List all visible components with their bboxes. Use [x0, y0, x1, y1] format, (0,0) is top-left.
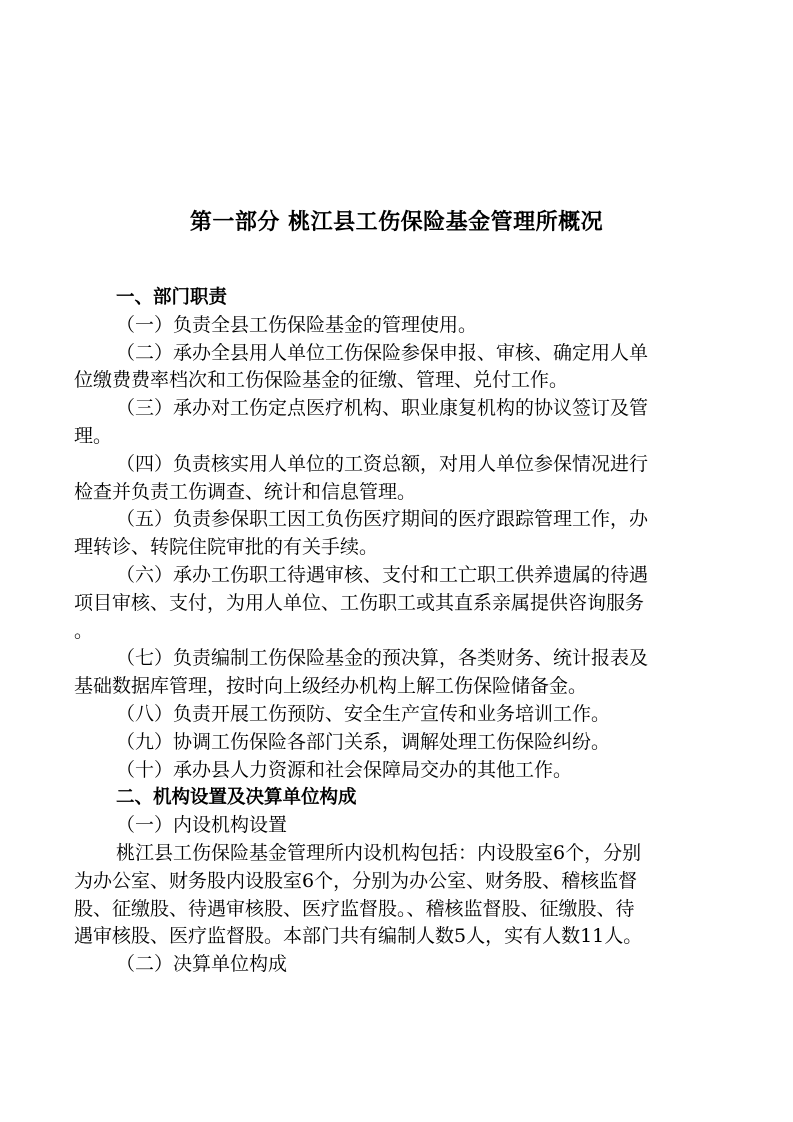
- document-body: [74, 284, 722, 979]
- paragraph-line: （一）内设机构设置: [116, 814, 288, 837]
- paragraph-line: （五）负责参保职工因工负伤医疗期间的医疗跟踪管理工作，办: [116, 508, 649, 531]
- paragraph-line: 位缴费费率档次和工伤保险基金的征缴、管理、兑付工作。: [74, 369, 569, 392]
- paragraph-line: 股、征缴股、待遇审核股、医疗监督股。、稽核监督股、征缴股、待: [74, 897, 635, 920]
- paragraph-line: （四）负责核实用人单位的工资总额，对用人单位参保情况进行: [116, 452, 649, 475]
- paragraph-line: （九）协调工伤保险各部门关系，调解处理工伤保险纠纷。: [116, 730, 611, 753]
- paragraph-line: （七）负责编制工伤保险基金的预决算，各类财务、统计报表及: [116, 647, 649, 670]
- paragraph-line: 桃江县工伤保险基金管理所内设机构包括：内设股室6个，分别: [116, 841, 642, 864]
- paragraph-line: 理。: [74, 424, 113, 447]
- paragraph-line: （八）负责开展工伤预防、安全生产宣传和业务培训工作。: [116, 702, 611, 725]
- paragraph-line: （三）承办对工伤定点医疗机构、职业康复机构的协议签订及管: [116, 397, 649, 420]
- paragraph-line: （十）承办县人力资源和社会保障局交办的其他工作。: [116, 758, 573, 781]
- paragraph-line: （六）承办工伤职工待遇审核、支付和工亡职工供养遗属的待遇: [116, 563, 649, 586]
- section-heading: 二、机构设置及决算单位构成: [116, 787, 357, 809]
- paragraph-line: 基础数据库管理，按时向上级经办机构上解工伤保险储备金。: [74, 675, 588, 698]
- paragraph-line: （一）负责全县工伤保险基金的管理使用。: [116, 313, 478, 336]
- paragraph-line: 项目审核、支付，为用人单位、工伤职工或其直系亲属提供咨询服务: [74, 591, 645, 614]
- document-title: 第一部分 桃江县工伤保险基金管理所概况: [189, 210, 604, 235]
- section-heading: 一、部门职责: [116, 287, 228, 308]
- paragraph-line: 。: [74, 619, 94, 642]
- paragraph-line: 检查并负责工伤调查、统计和信息管理。: [74, 480, 417, 503]
- paragraph-line: 为办公室、财务股内设股室6个，分别为办公室、财务股、稽核监督: [74, 869, 638, 892]
- paragraph-line: （二）决算单位构成: [116, 953, 288, 976]
- paragraph-line: 遇审核股、医疗监督股。本部门共有编制人数5人，实有人数11人。: [74, 925, 643, 948]
- paragraph-line: 理转诊、转院住院审批的有关手续。: [74, 536, 379, 559]
- paragraph-line: （二）承办全县用人单位工伤保险参保申报、审核、确定用人单: [116, 341, 649, 364]
